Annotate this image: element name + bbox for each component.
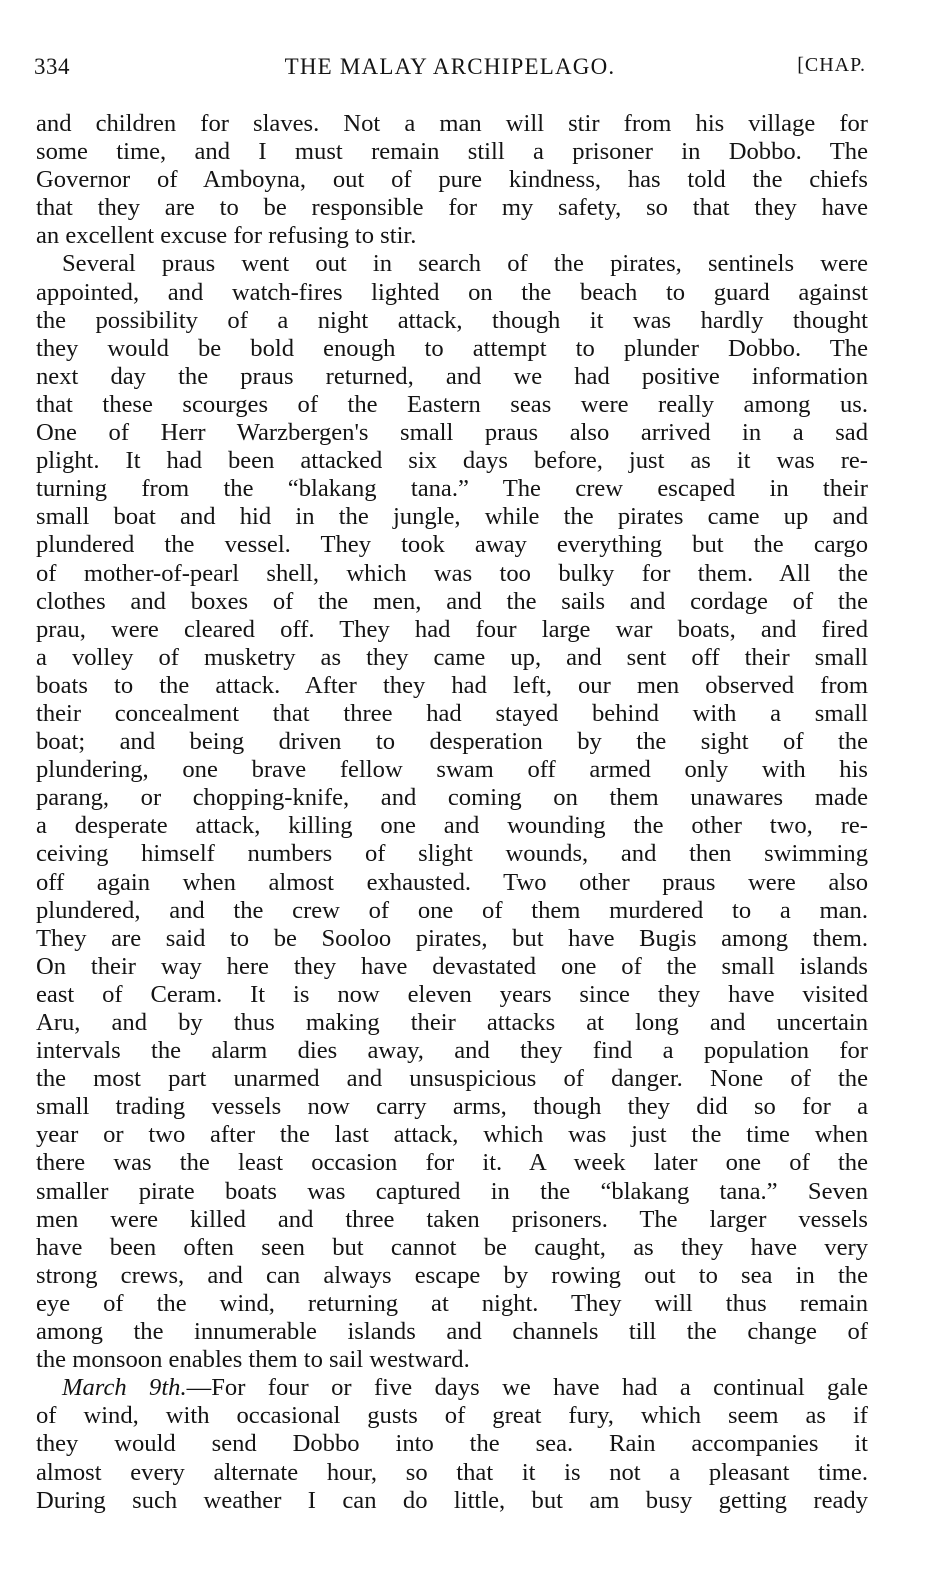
text-line: prau, were cleared off. They had four large war boats, and fired [36,615,868,643]
text-line: they would be bold enough to attempt to plunder Dobbo. The [36,334,868,362]
text-line: small trading vessels now carry arms, though they did so for a [36,1093,868,1121]
text-line: Aru, and by thus making their attacks at long and uncertain [36,1009,868,1036]
text-line: One of Herr Warzbergen's small praus also arrived in a sad [36,419,868,447]
text-line: off again when almost exhausted. Two other praus were also [36,868,868,896]
running-title: THE MALAY ARCHIPELAGO. [284,54,616,79]
text-line: a volley of musketry as they came up, and sent off their small [36,643,868,671]
text-line: that these scourges of the Eastern seas were really among us. [36,390,868,418]
text-fragment: —For four or five days we have had a continual gale [186,1374,868,1402]
text-line: some time, and I must remain still a prisoner in Dobbo. The [36,138,868,166]
body-text [36,110,868,1515]
text-line: the possibility of a night attack, though it was hardly thought [36,306,868,334]
page-number: 334 [34,54,70,79]
text-line: have been often seen but cannot be caught, as they have very [36,1233,868,1261]
text-line: plundered, and the crew of one of them murdered to a man. [36,896,868,924]
chapter-marker: [CHAP. [797,54,866,76]
text-line: small boat and hid in the jungle, while the pirates came up and [36,503,868,531]
text-line: almost every alternate hour, so that it is not a pleasant time. [36,1458,868,1486]
text-line: of wind, with occasional gusts of great fury, which seem as if [36,1402,868,1430]
text-line: and children for slaves. Not a man will stir from his village for [36,110,868,137]
text-line: a desperate attack, killing one and wounding the other two, re- [36,812,868,840]
text-line: that they are to be responsible for my safety, so that they have [36,194,868,222]
text-line: On their way here they have devastated one of the small islands [36,952,868,980]
paragraph-3 [36,1374,868,1514]
paragraph-2 [36,250,868,1374]
text-line: ceiving himself numbers of slight wounds, and then swimming [36,840,868,868]
text-line: strong crews, and can always escape by rowing out to sea in the [36,1261,868,1289]
text-line: their concealment that three had stayed behind with a small [36,699,868,727]
paragraph-1 [36,110,868,250]
text-line: During such weather I can do little, but am busy getting ready [36,1486,868,1514]
text-line: eye of the wind, returning at night. They will thus remain [36,1289,868,1317]
text-line: plight. It had been attacked six days before, just as it was re- [36,447,868,475]
text-line: of mother-of-pearl shell, which was too bulky for them. All the [36,559,868,587]
text-line: turning from the “blakang tana.” The crew escaped in their [36,475,868,503]
text-line: east of Ceram. It is now eleven years since they have visited [36,980,868,1008]
text-line: boat; and being driven to desperation by the sight of the [36,728,868,756]
text-line: among the innumerable islands and channels till the change of [36,1318,868,1346]
text-line: an excellent excuse for refusing to stir. [36,222,417,250]
text-line: year or two after the last attack, which was just the time when [36,1121,868,1149]
text-line: appointed, and watch-fires lighted on the beach to guard against [36,278,868,306]
text-line: plundered the vessel. They took away everything but the cargo [36,531,868,559]
text-line: men were killed and three taken prisoners. The larger vessels [36,1205,868,1233]
entry-date: March 9th. [62,1374,187,1402]
text-line: the monsoon enables them to sail westward. [36,1346,470,1374]
text-line: Governor of Amboyna, out of pure kindness, has told the chiefs [36,166,868,194]
text-line: clothes and boxes of the men, and the sails and cordage of the [36,587,868,615]
running-header [34,50,866,84]
text-line: next day the praus returned, and we had positive information [36,362,868,390]
text-line: boats to the attack. After they had left, our men observed from [36,671,868,699]
text-line: intervals the alarm dies away, and they find a population for [36,1037,868,1065]
text-line [36,1374,868,1402]
text-line: the most part unarmed and unsuspicious of danger. None of the [36,1065,868,1093]
text-line: They are said to be Sooloo pirates, but have Bugis among them. [36,924,868,952]
text-line: smaller pirate boats was captured in the “blakang tana.” Seven [36,1177,868,1205]
text-line: there was the least occasion for it. A week later one of the [36,1149,868,1177]
text-line: Several praus went out in search of the pirates, sentinels were [62,250,868,278]
text-line: plundering, one brave fellow swam off armed only with his [36,756,868,784]
text-line: they would send Dobbo into the sea. Rain accompanies it [36,1430,868,1458]
text-line: parang, or chopping-knife, and coming on them unawares made [36,784,868,812]
